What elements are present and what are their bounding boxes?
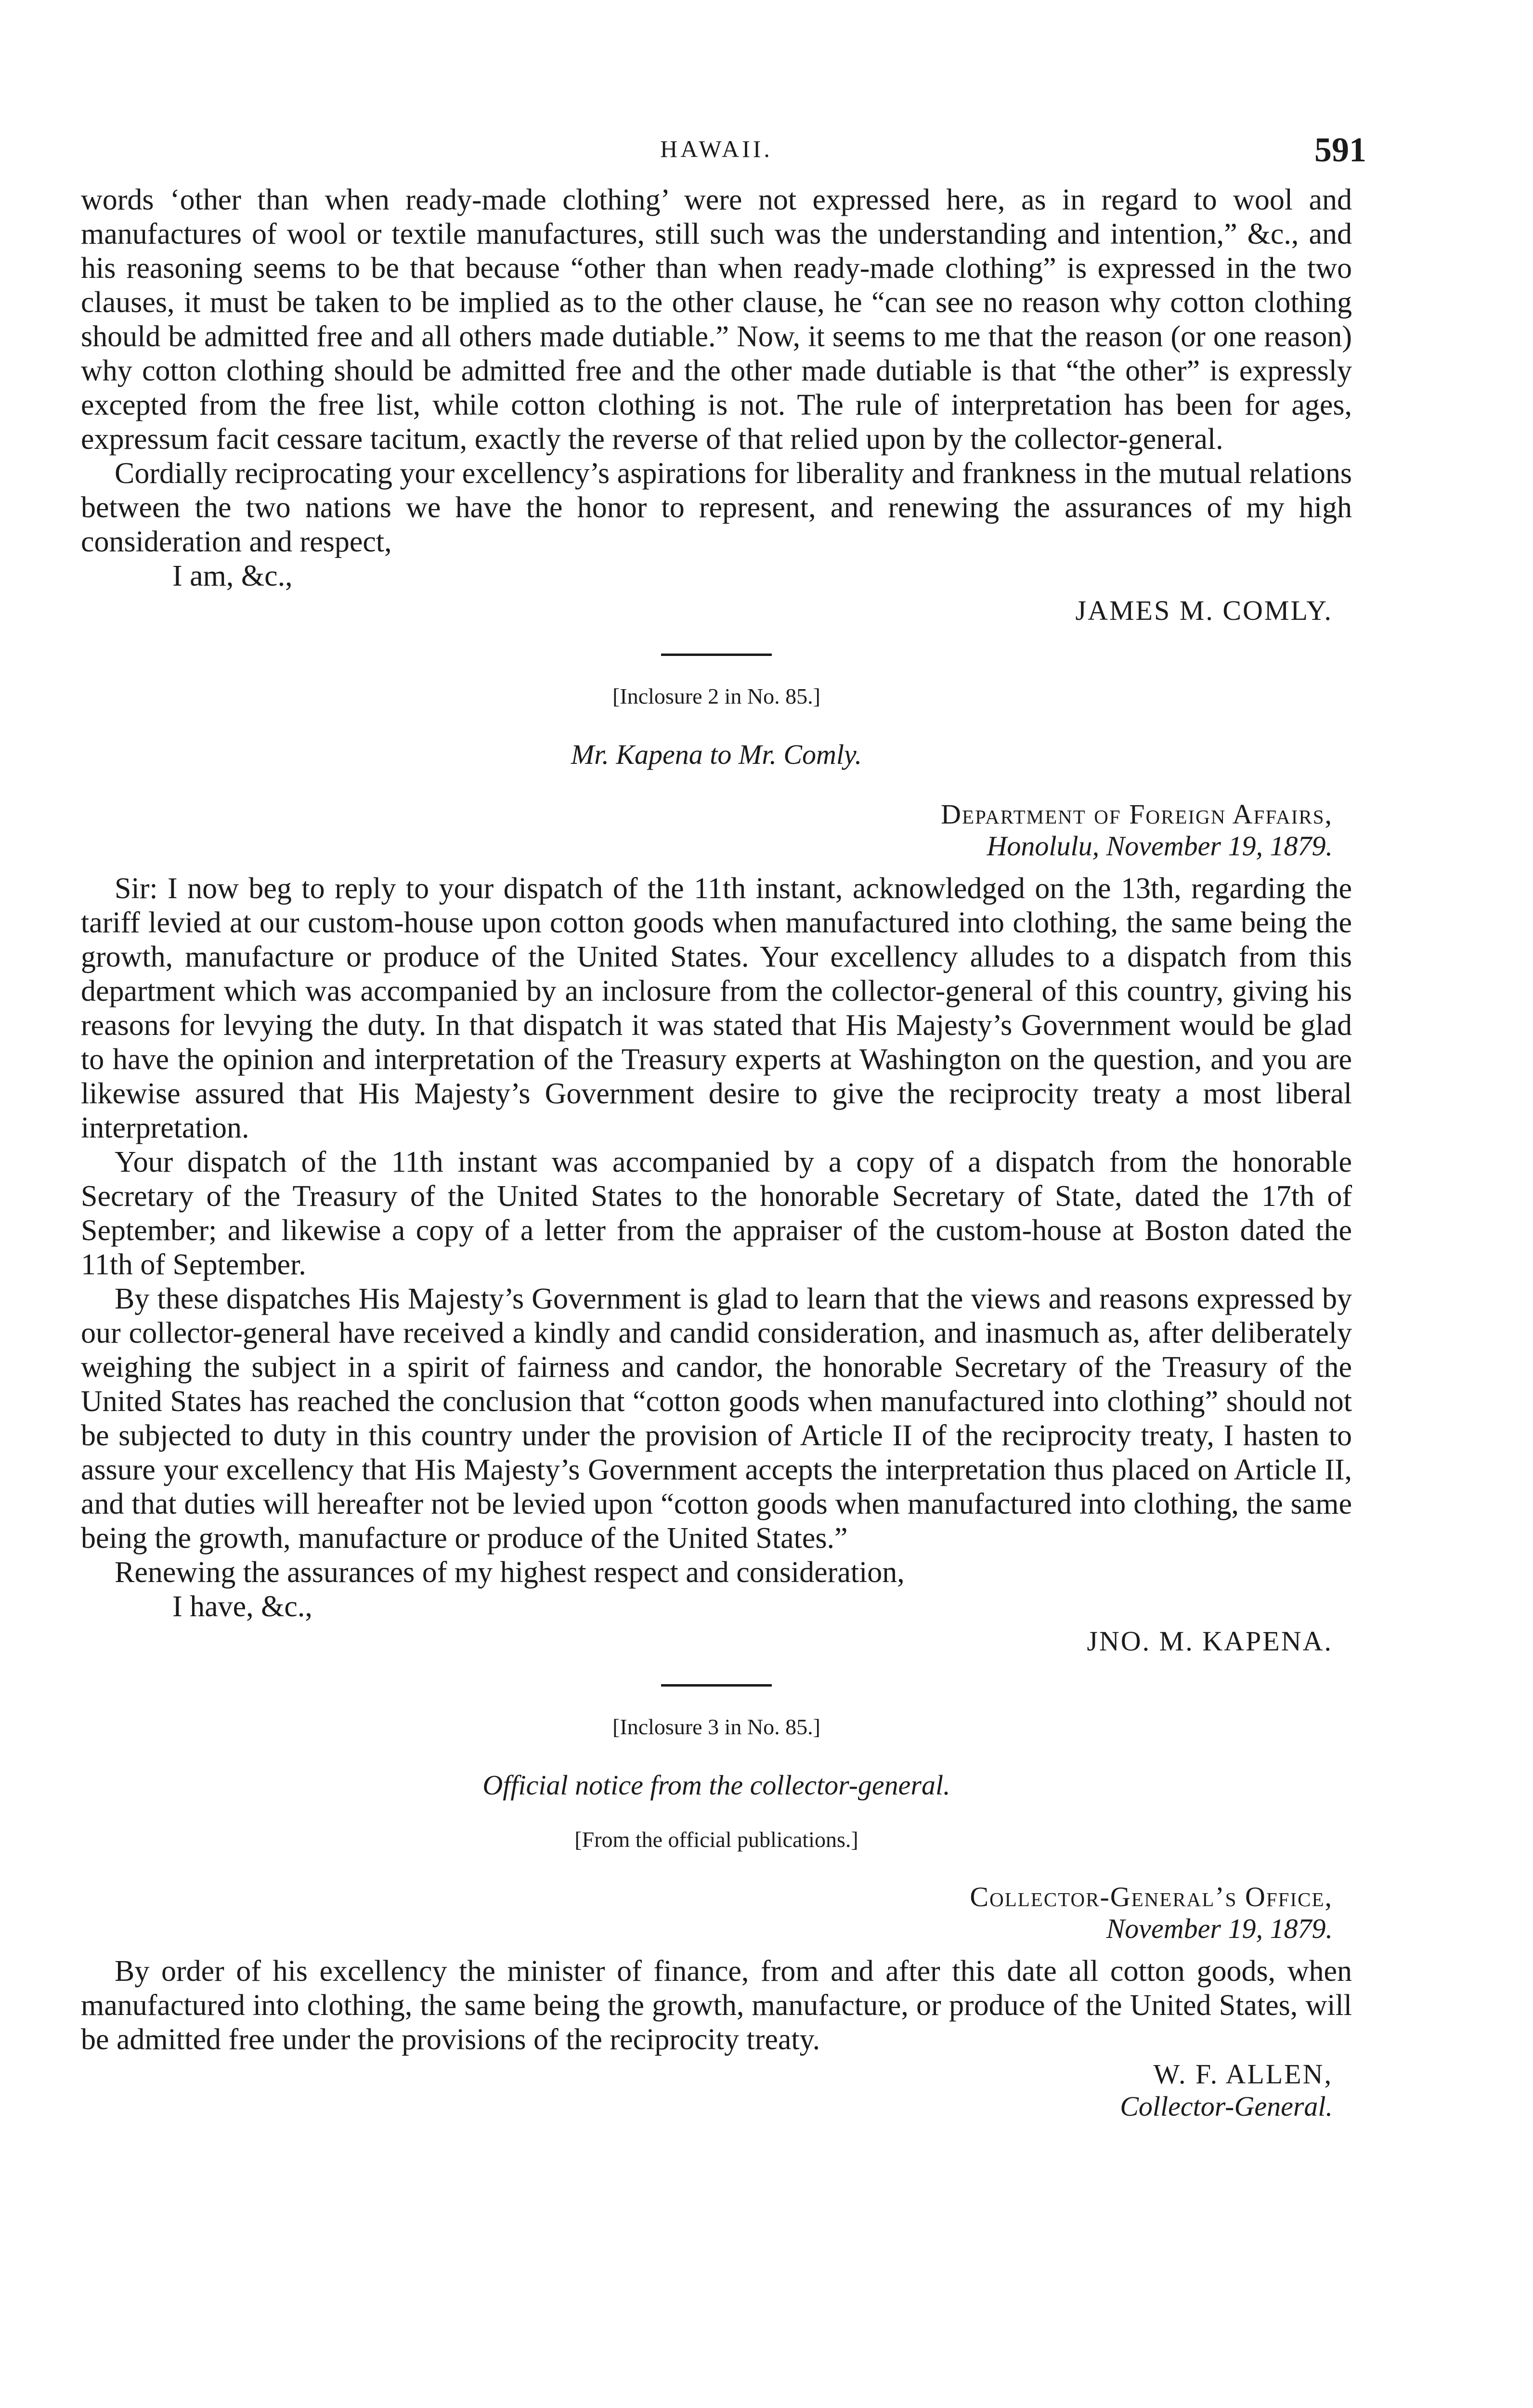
document-title: Official notice from the collector-general.	[482, 1769, 950, 1801]
letter-comly-continuation	[81, 183, 1352, 628]
inclosure-3	[81, 1713, 1352, 2122]
body-paragraph: Sir: I now beg to reply to your dispatch of the 11th instant, acknowledged on the 13th, regarding the tariff levied at our custom-house upon cotton goods when manufactured into clothing, the same being the growth, manufacture or produce of the United States. Your excellency alludes to a dispatch from this department which was accompanied by an inclosure from the collector-general of this country, giving his reasons for levying the duty. In that dispatch it was stated that His Majesty’s Government would be glad to have the opinion and interpretation of the Treasury experts at Washington on the question, and you are likewise assured that His Majesty’s Government desire to give the reciprocity treaty a most liberal interpretation.	[81, 872, 1352, 1144]
signature: JAMES M. COMLY.	[1075, 595, 1333, 626]
page-number: 591	[1314, 131, 1366, 169]
body-paragraph: Renewing the assurances of my highest respect and consideration,	[115, 1556, 905, 1589]
page-header	[81, 130, 1366, 183]
notice-date: November 19, 1879.	[1106, 1913, 1333, 1944]
inclosure-label: [Inclosure 2 in No. 85.]	[612, 684, 820, 708]
body-paragraph: By these dispatches His Majesty’s Government is glad to learn that the views and reasons expressed by our collector-general have received a kindly and candid consideration, and inasmuch as, after deliberately weighing the subject in a spirit of fairness and candor, the honorable Secretary of the Treasury of the United States has reached the conclusion that “cotton goods when manufactured into clothing” should not be subjected to duty in this country under the provision of Article II of the reciprocity treaty, I hasten to assure your excellency that His Majesty’s Government accepts the interpretation thus placed on Article II, and that duties will hereafter not be levied upon “cotton goods when manufactured into clothing, the same being the growth, manufacture or produce of the United States.”	[81, 1283, 1352, 1555]
section-divider	[661, 1684, 772, 1687]
source-note: [From the official publications.]	[574, 1827, 858, 1852]
document-title: Mr. Kapena to Mr. Comly.	[571, 739, 862, 770]
signature: W. F. ALLEN,	[1153, 2058, 1333, 2090]
office-name: Collector-General’s Office,	[970, 1881, 1333, 1912]
body-paragraph: Cordially reciprocating your excellency’s aspirations for liberality and frankness in the mutual relations between the two nations we have the honor to represent, and renewing the assurances of my high consideration and respect,	[81, 457, 1352, 558]
closing-line: I am, &c.,	[172, 560, 293, 592]
signature: JNO. M. KAPENA.	[1087, 1625, 1333, 1657]
office-name: Department of Foreign Affairs,	[941, 798, 1333, 830]
section-divider	[661, 654, 772, 656]
inclosure-label: [Inclosure 3 in No. 85.]	[612, 1714, 820, 1739]
dateline	[81, 1881, 1352, 1945]
document-page	[81, 130, 1366, 2122]
body-paragraph: By order of his excellency the minister of finance, from and after this date all cotton goods, when manufactured into clothing, the same being the growth, manufacture, or produce of the United States, will be admitted free under the provisions of the reciprocity treaty.	[81, 1955, 1352, 2056]
inclosure-2	[81, 682, 1352, 1658]
place-date: Honolulu, November 19, 1879.	[987, 830, 1333, 862]
closing-line: I have, &c.,	[172, 1590, 312, 1623]
body-paragraph: words ‘other than when ready-made clothing’ were not expressed here, as in regard to wool and manufactures of wool or textile manufactures, still such was the understanding and intention,” &c., and his reasoning seems to be that because “other than when ready-made clothing” is expressed in the two clauses, it must be taken to be implied as to the other clause, he “can see no reason why cotton clothing should be admitted free and all others made dutiable.” Now, it seems to me that the reason (or one reason) why cotton clothing should be admitted free and the other made dutiable is that “the other” is expressly excepted from the free list, while cotton clothing is not. The rule of interpretation has been for ages, expressum facit cessare tacitum, exactly the reverse of that relied upon by the collector-general.	[81, 183, 1352, 456]
running-head: HAWAII.	[660, 135, 773, 162]
dateline	[81, 798, 1352, 862]
body-paragraph: Your dispatch of the 11th instant was accompanied by a copy of a dispatch from the honorable Secretary of the Treasury of the United States to the honorable Secretary of State, dated the 17th of September; and likewise a copy of a letter from the appraiser of the custom-house at Boston dated the 11th of September.	[81, 1146, 1352, 1281]
signature-title: Collector-General.	[1120, 2091, 1333, 2122]
